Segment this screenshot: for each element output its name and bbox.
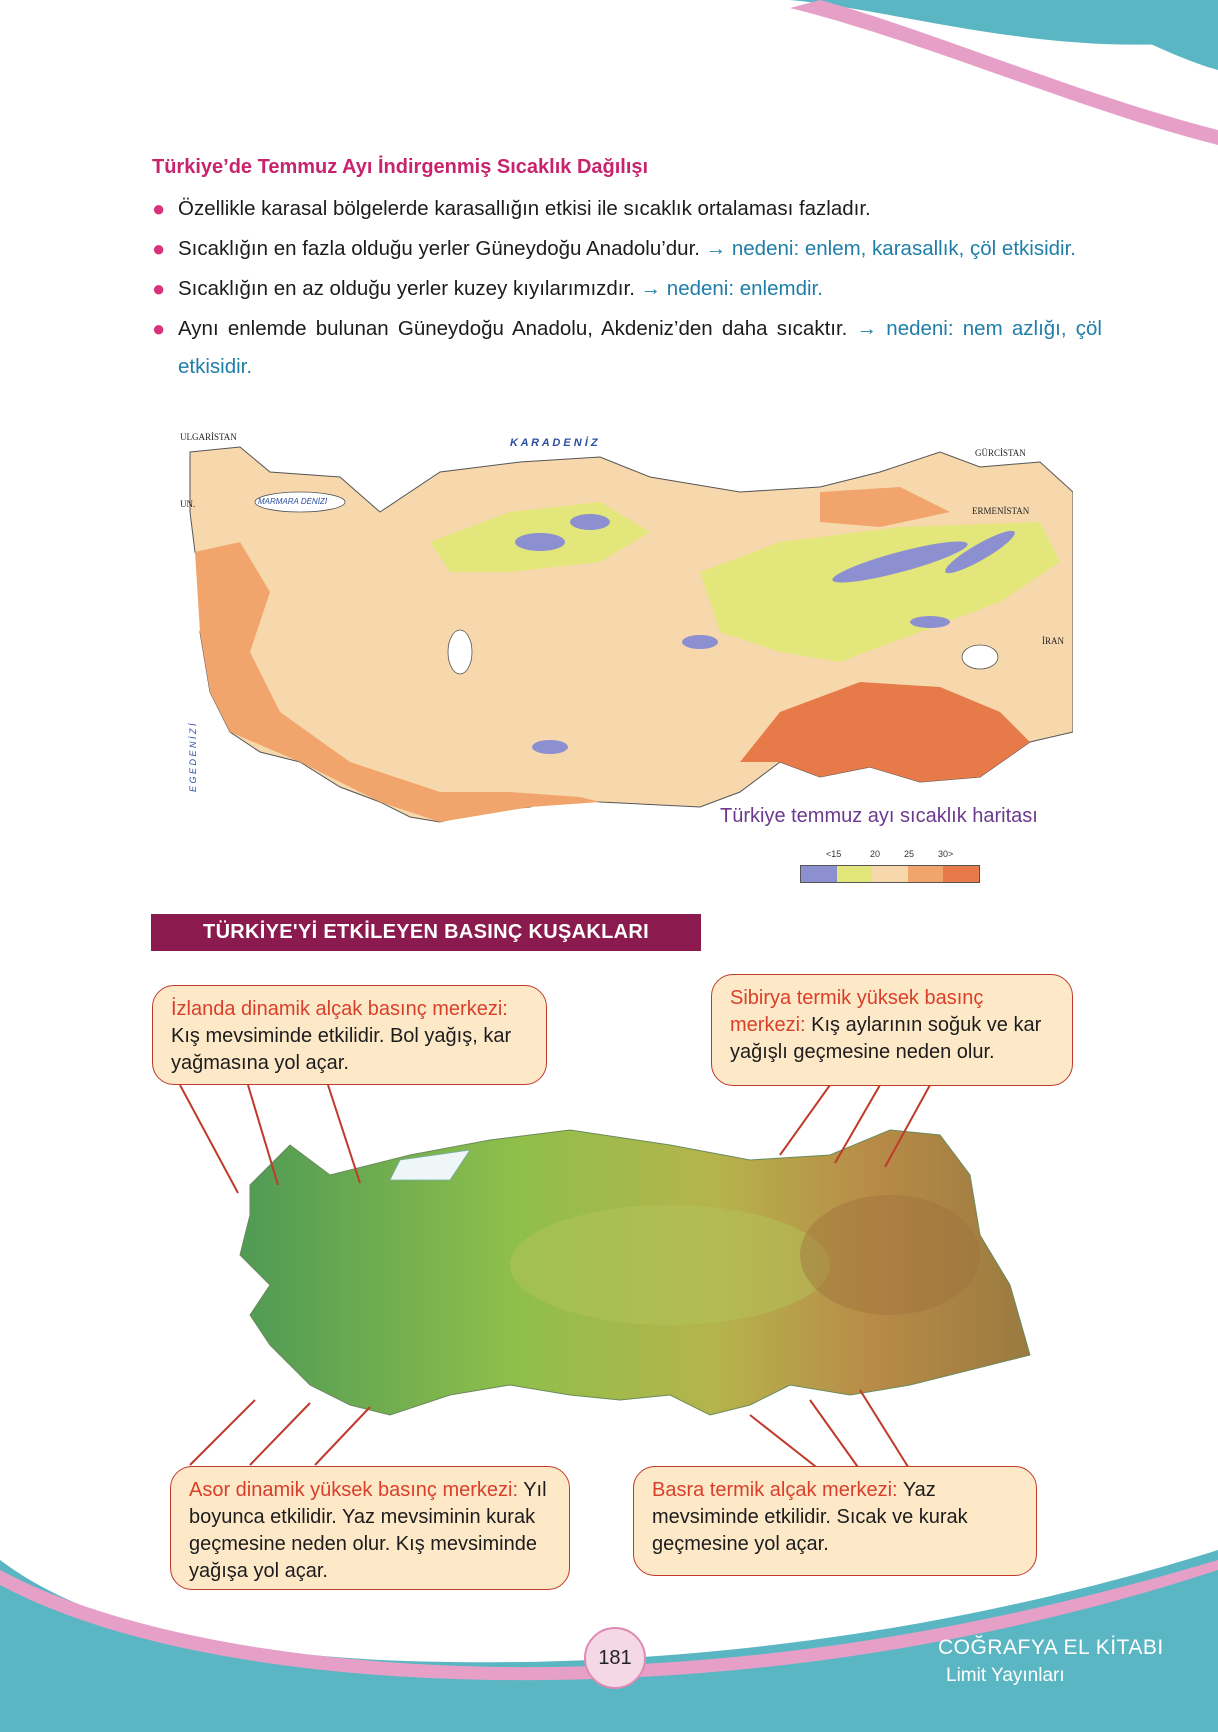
footer-publisher: Limit Yayınları: [946, 1665, 1065, 1686]
callout-heading: Asor dinamik yüksek basınç merkezi:: [189, 1479, 519, 1501]
bullet-dot-icon: ●: [152, 236, 166, 261]
page-number: 181: [584, 1627, 646, 1689]
reason-note: → nedeni: enlem, karasallık, çöl etkisidir.: [705, 237, 1076, 260]
section-title: Türkiye’de Temmuz Ayı İndirgenmiş Sıcaklık Dağılışı: [152, 156, 649, 178]
legend-swatch: [872, 866, 908, 882]
callout-sibirya: [711, 974, 1073, 1086]
bullet-item: ● Özellikle karasal bölgelerde karasallığın etkisi ile sıcaklık ortalaması fazladır.: [152, 190, 1102, 228]
callout-body: Kış mevsiminde etkilidir. Bol yağış, kar yağmasına yol açar.: [171, 1025, 512, 1074]
bullet-item: ● Sıcaklığın en az olduğu yerler kuzey kıyılarımızdır. → nedeni: enlemdir.: [152, 270, 1102, 308]
legend-color-bar: [800, 865, 980, 883]
reason-note: → nedeni: nem azlığı, çöl etkisidir.: [178, 317, 1102, 378]
legend-labels: [800, 849, 980, 865]
section-banner: TÜRKİYE'Yİ ETKİLEYEN BASINÇ KUŞAKLARI: [151, 914, 701, 951]
legend-label: 30>: [938, 849, 954, 859]
bullet-item: ● Sıcaklığın en fazla olduğu yerler Güneydoğu Anadolu’dur. → nedeni: enlem, karasallık, çöl etkisidir.: [152, 230, 1102, 268]
legend-label: <15: [826, 849, 842, 859]
callout-body: Kış aylarının soğuk ve kar yağışlı geçmesine neden olur.: [730, 1014, 1042, 1063]
callout-izlanda: [152, 985, 547, 1085]
callout-body: Yıl boyunca etkilidir. Yaz mevsiminin kurak geçmesine neden olur. Kış mevsiminde yağışa yol açar.: [189, 1479, 547, 1582]
callout-heading: Basra termik alçak merkezi:: [652, 1479, 898, 1501]
callout-heading: Sibirya termik yüksek basınç merkezi:: [730, 987, 984, 1036]
callout-body: Yaz mevsiminde etkilidir. Sıcak ve kurak geçmesine yol açar.: [652, 1479, 968, 1555]
legend-label: 20: [870, 849, 881, 859]
bullet-item: ● Aynı enlemde bulunan Güneydoğu Anadolu, Akdeniz’den daha sıcaktır. → nedeni: nem azlığı, çöl etkisidir.: [152, 310, 1102, 386]
callout-heading: İzlanda dinamik alçak basınç merkezi:: [171, 998, 508, 1020]
legend-swatch: [837, 866, 873, 882]
bullet-dot-icon: ●: [152, 316, 166, 341]
bullet-dot-icon: ●: [152, 196, 166, 221]
relief-map: [150, 1085, 1080, 1495]
reason-note: → nedeni: enlemdir.: [640, 277, 823, 300]
map-label-ege: E G E D E N İ Z İ: [188, 723, 198, 792]
top-wave-decoration: [0, 0, 1218, 160]
map-label-ermenistan: ERMENİSTAN: [972, 506, 1030, 516]
map-label-marmara: MARMARA DENİZİ: [258, 497, 328, 506]
bullet-dot-icon: ●: [152, 276, 166, 301]
map-label-yunanistan: UN.: [180, 499, 196, 509]
legend-swatch: [908, 866, 944, 882]
temperature-map: [180, 432, 1073, 852]
map-label-gurcistan: GÜRCİSTAN: [975, 448, 1026, 458]
bullet-list: [152, 190, 1102, 388]
legend-swatch: [801, 866, 837, 882]
footer-book-title: COĞRAFYA EL KİTABI: [938, 1636, 1164, 1659]
map-label-iran: İRAN: [1042, 636, 1064, 646]
temperature-legend: [800, 849, 980, 883]
legend-swatch: [943, 866, 979, 882]
legend-label: 25: [904, 849, 915, 859]
map-label-bulgaristan: ULGARİSTAN: [180, 432, 237, 442]
map-label-karadeniz: K A R A D E N İ Z: [510, 437, 598, 449]
temperature-map-caption: Türkiye temmuz ayı sıcaklık haritası: [720, 805, 1038, 827]
